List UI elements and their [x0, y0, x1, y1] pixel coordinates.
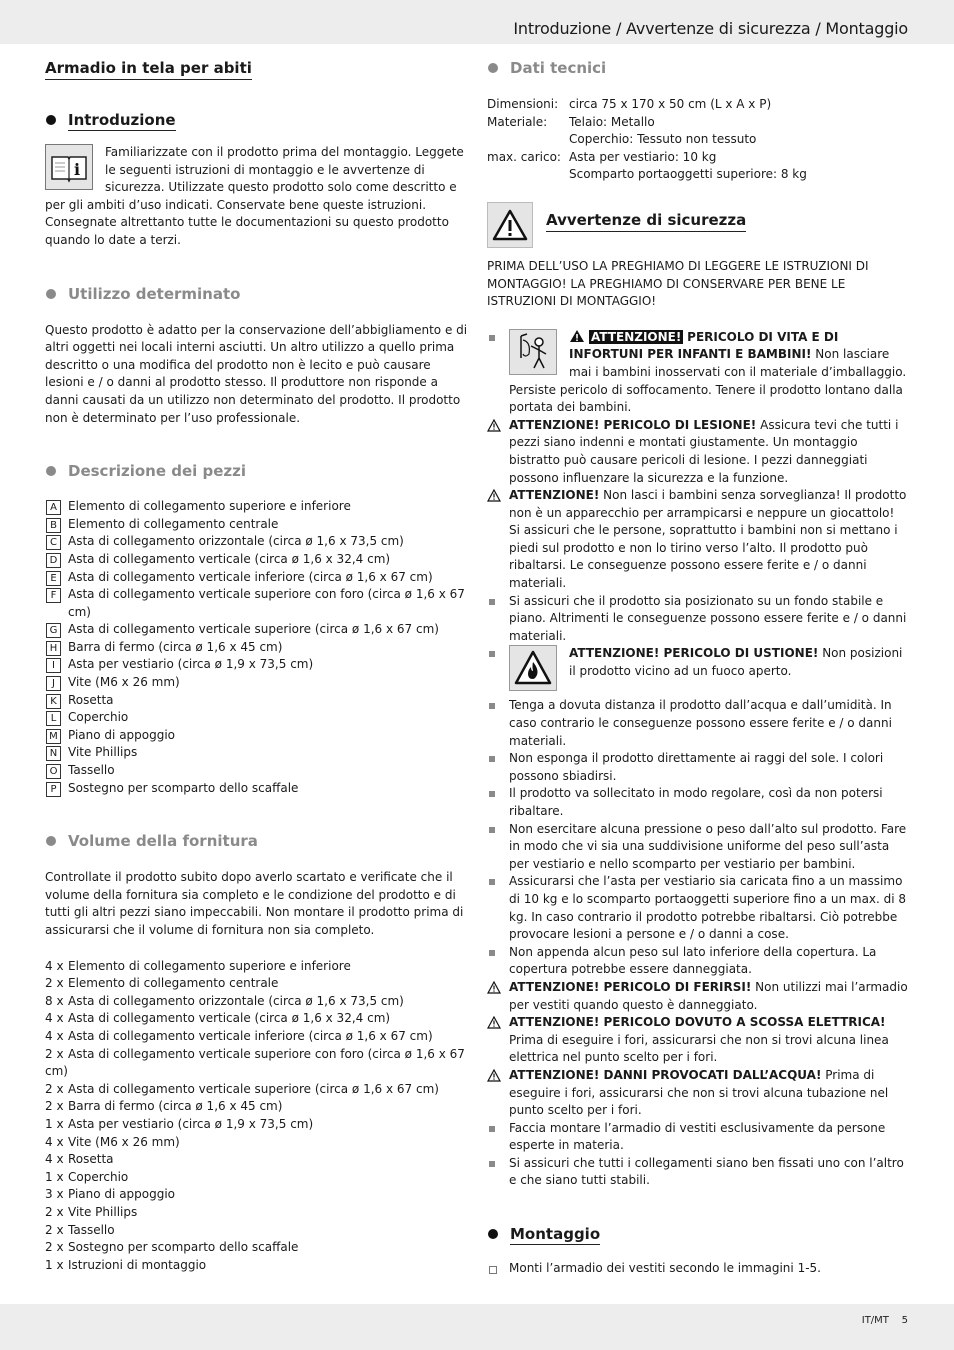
parts-list-item [45, 569, 469, 587]
delivery-list-item [45, 1098, 469, 1116]
intro-text: Familiarizzate con il prodotto prima del montaggio. Leggete le seguenti istruzioni di montaggio e le avvertenze di sicurezza. Utilizzate questo prodotto solo come descritto e per gli ambiti d’uso indicati. Conservate bene queste istruzioni. Consegnate altrettanto tutte le documentazioni su questo prodotto quando lo date a terzi. [45, 145, 464, 247]
delivery-quantity: 2 x [45, 1222, 64, 1237]
safety-item-water [487, 697, 909, 750]
part-letter-badge: A [46, 500, 61, 515]
safety-electric-text: Prima di eseguire i fori, assicurarsi che non si trovi alcuna linea elettrica nel punto scelto per i fori. [509, 1032, 889, 1065]
safety-injury-bold: ATTENZIONE! PERICOLO DI LESIONE! [509, 417, 757, 432]
book-info-icon [45, 144, 93, 190]
warning-small-icon [569, 329, 585, 343]
bullet-dot-icon [46, 289, 56, 299]
safety-damaged-bold: ATTENZIONE! PERICOLO DI FERIRSI! [509, 979, 752, 994]
safety-injury-text: Assicura tevi che tutti i pezzi siano indenni e montati giustamente. Un montaggio bistratto può causare pericoli di lesione. I pezzi danneggiati possono influenzare la sicurezza e la funzione. [509, 417, 899, 485]
delivery-text: Controllate il prodotto subito dopo averlo scartato e verificate che il volume della fornitura sia completo e le condizione del prodotto e di tutti gli altri pezzi siano impeccabili. Non montare il prodotto prima di assicurarsi che il volume di fornitura non sia completo. [45, 870, 464, 937]
delivery-description: Vite (M6 x 26 mm) [68, 1134, 180, 1149]
delivery-quantity: 8 x [45, 993, 64, 1008]
delivery-description: Asta per vestiario (circa ø 1,9 x 73,5 cm) [68, 1116, 314, 1131]
warning-triangle-icon [487, 1016, 501, 1035]
delivery-description: Asta di collegamento orizzontale (circa ø 1,6 x 73,5 cm) [68, 993, 404, 1008]
safety-item-children [487, 329, 909, 417]
part-letter-badge: I [46, 658, 61, 673]
delivery-heading [45, 831, 469, 851]
part-description: Sostegno per scomparto dello scaffale [68, 780, 299, 795]
delivery-quantity: 1 x [45, 1257, 64, 1272]
safety-item-experts [487, 1120, 909, 1155]
safety-item-stable-ground [487, 593, 909, 646]
footer-bar [0, 1304, 954, 1350]
safety-pressure-text: Non esercitare alcuna pressione o peso dall’alto sul prodotto. Fare in modo che vi sia una suddivisione uniforme del peso sull’asta per vestiario e nello scomparto per vestiario per bambini. [509, 821, 907, 871]
delivery-description: Istruzioni di montaggio [68, 1257, 207, 1272]
part-letter-badge: K [46, 694, 61, 709]
parts-list-item [45, 621, 469, 639]
safety-children-bold: PERICOLO DI VITA E DI INFORTUNI PER INFANTI E BAMBINI! [569, 329, 839, 362]
safety-cover-text: Non appenda alcun peso sul lato inferiore della copertura. La copertura potrebbe essere danneggiata. [509, 944, 877, 977]
part-letter-badge: B [46, 518, 61, 533]
bullet-dot-icon [46, 466, 56, 476]
tech-heading-text: Dati tecnici [510, 59, 607, 77]
bullet-dot-icon [488, 1229, 498, 1239]
delivery-quantity: 1 x [45, 1116, 64, 1131]
attention-label: ATTENZIONE! [591, 329, 682, 344]
parts-heading-text: Descrizione dei pezzi [68, 462, 247, 481]
document-title: Armadio in tela per abiti [45, 58, 252, 80]
safety-burn-text: Non posizioni il prodotto vicino ad un fuoco aperto. [569, 646, 903, 679]
delivery-list-item [45, 1239, 469, 1257]
safety-header [487, 202, 909, 248]
delivery-list-item [45, 1028, 469, 1046]
parts-list-item [45, 762, 469, 780]
parts-list [45, 498, 469, 797]
bullet-square-icon [489, 756, 495, 762]
delivery-description: Coperchio [68, 1169, 129, 1184]
spec-key: Materiale: [487, 114, 548, 129]
assembly-heading-text: Montaggio [510, 1225, 601, 1244]
part-letter-badge: C [46, 535, 61, 550]
delivery-list-item [45, 1204, 469, 1222]
part-letter-badge: H [46, 641, 61, 656]
delivery-description: Piano di appoggio [68, 1187, 176, 1202]
parts-list-item [45, 533, 469, 551]
bullet-square-icon [489, 950, 495, 956]
part-letter-badge: J [46, 676, 61, 691]
warning-triangle-icon [487, 1069, 501, 1088]
delivery-quantity: 4 x [45, 1028, 64, 1043]
parts-heading [45, 461, 469, 481]
delivery-quantity: 3 x [45, 1187, 64, 1202]
part-description: Piano di appoggio [68, 727, 176, 742]
warning-triangle-icon [487, 489, 501, 508]
part-letter-badge: N [46, 746, 61, 761]
delivery-quantity: 2 x [45, 976, 64, 991]
parts-list-item [45, 586, 469, 621]
parts-list-item [45, 656, 469, 674]
safety-heading: Avvertenze di sicurezza [546, 212, 746, 232]
assembly-heading [487, 1224, 909, 1244]
part-description: Elemento di collegamento centrale [68, 516, 279, 531]
child-hazard-icon [509, 329, 557, 375]
bullet-square-icon [489, 1126, 495, 1132]
warning-triangle-icon [487, 981, 501, 1000]
delivery-list-item [45, 1046, 469, 1081]
delivery-quantity: 1 x [45, 1169, 64, 1184]
delivery-description: Asta di collegamento verticale (circa ø 1,6 x 32,4 cm) [68, 1011, 391, 1026]
safety-item-supervision [487, 487, 909, 593]
spec-value: circa 75 x 170 x 50 cm (L x A x P) [569, 97, 772, 111]
part-description: Barra di fermo (circa ø 1,6 x 45 cm) [68, 639, 283, 654]
safety-item-load [487, 785, 909, 820]
part-letter-badge: G [46, 623, 61, 638]
bullet-dot-icon [488, 63, 498, 73]
spec-value: Coperchio: Tessuto non tessuto [569, 132, 757, 147]
delivery-description: Barra di fermo (circa ø 1,6 x 45 cm) [68, 1099, 283, 1114]
safety-damaged-text: Non utilizzi mai l’armadio per vestiti quando questo è danneggiato. [509, 979, 908, 1012]
fire-hazard-icon [509, 645, 557, 691]
delivery-list-item [45, 1151, 469, 1169]
safety-load-text: Il prodotto va sollecitato in modo regolare, così da non potersi ribaltare. [509, 786, 883, 818]
part-description: Tassello [68, 763, 115, 778]
delivery-description: Tassello [68, 1222, 115, 1237]
bullet-square-icon [489, 791, 495, 797]
delivery-quantity: 2 x [45, 1240, 64, 1255]
safety-experts-text: Faccia montare l’armadio di vestiti esclusivamente da persone esperte in materia. [509, 1120, 886, 1153]
page-header-title: Introduzione / Avvertenze di sicurezza / Montaggio [513, 19, 908, 38]
warning-triangle-icon [487, 202, 533, 248]
header-bar [0, 0, 954, 44]
intro-section [45, 144, 469, 250]
parts-list-item [45, 744, 469, 762]
delivery-quantity: 4 x [45, 958, 64, 973]
safety-max-load-text: Assicurarsi che l’asta per vestiario sia caricata fino a un massimo di 10 kg e lo scomparto portaoggetti superiore fino a un max. di 8 kg. In caso contrario il prodotto potrebbe ribaltarsi. Ciò potrebbe provocare lesioni a persone e / o danni a cose. [509, 874, 907, 942]
parts-list-item [45, 498, 469, 516]
left-column [45, 58, 469, 1274]
part-letter-badge: F [46, 588, 61, 603]
safety-item-burn [487, 645, 909, 693]
safety-item-pressure [487, 821, 909, 874]
delivery-list-item [45, 1010, 469, 1028]
safety-intro: PRIMA DELL’USO LA PREGHIAMO DI LEGGERE LE ISTRUZIONI DI MONTAGGIO! LA PREGHIAMO DI CONSERVARE PER BENE LE ISTRUZIONI DI MONTAGGIO! [487, 258, 869, 309]
bullet-square-icon [489, 1161, 495, 1167]
part-description: Rosetta [68, 692, 114, 707]
part-description: Asta di collegamento verticale superiore (circa ø 1,6 x 67 cm) [68, 622, 439, 637]
safety-supervision-text: Non lasci i bambini senza sorveglianza! Il prodotto non è un apparecchio per arrampicarsi e neppure un giocattolo! Si assicuri che le persone, soprattutto i bambini non si mettano i piedi sul prodotto e non lo tirino verso l’alto. Il prodotto può ribaltarsi. Le conseguenze possono essere ferite e / o danni materiali. [509, 488, 907, 591]
safety-water-text: Tenga a dovuta distanza il prodotto dall’acqua e dall’umidità. In caso contrario le conseguenze possono essere ferite e / o danni materiali. [509, 698, 892, 748]
delivery-list-item [45, 1116, 469, 1134]
usage-heading [45, 284, 469, 304]
part-letter-badge: L [46, 711, 61, 726]
parts-list-item [45, 674, 469, 692]
delivery-quantity: 2 x [45, 1099, 64, 1114]
parts-list-item [45, 692, 469, 710]
bullet-square-icon [489, 827, 495, 833]
delivery-quantity: 2 x [45, 1046, 64, 1061]
intro-heading [45, 110, 469, 130]
part-letter-badge: E [46, 571, 61, 586]
part-description: Asta di collegamento verticale (circa ø 1,6 x 32,4 cm) [68, 551, 391, 566]
spec-value: Asta per vestiario: 10 kg [569, 149, 717, 164]
delivery-list-item [45, 958, 469, 976]
parts-list-item [45, 551, 469, 569]
safety-supervision-bold: ATTENZIONE! [509, 488, 600, 503]
delivery-list-item [45, 1186, 469, 1204]
spec-key: max. carico: [487, 149, 561, 164]
delivery-description: Elemento di collegamento superiore e inferiore [68, 958, 351, 973]
parts-list-item [45, 709, 469, 727]
delivery-quantity: 2 x [45, 1081, 64, 1096]
safety-burn-bold: ATTENZIONE! PERICOLO DI USTIONE! [569, 646, 819, 661]
spec-value: Telaio: Metallo [569, 114, 655, 129]
safety-sun-text: Non esponga il prodotto direttamente ai raggi del sole. I colori possono sbiadirsi. [509, 751, 884, 783]
usage-text: Questo prodotto è adatto per la conservazione dell’abbigliamento e di altri oggetti nei locali interni asciutti. Un altro utilizzo a quello prima descritto o una modifica del prodotto non è lecito e può causare lesioni e / o danni al prodotto stesso. Il produttore non risponde a danni causati da un utilizzo non determinato del prodotto. Il prodotto non è determinato per l’uso professionale. [45, 322, 468, 425]
spec-value: Scomparto portaoggetti superiore: 8 kg [569, 167, 807, 182]
part-description: Asta di collegamento verticale superiore con foro (circa ø 1,6 x 67 cm) [68, 587, 465, 619]
part-description: Vite (M6 x 26 mm) [68, 675, 180, 690]
part-description: Elemento di collegamento superiore e inferiore [68, 499, 351, 514]
assembly-step [487, 1260, 909, 1278]
delivery-quantity: 4 x [45, 1134, 64, 1149]
part-letter-badge: P [46, 782, 61, 797]
part-description: Coperchio [68, 710, 129, 725]
safety-water-damage-text: Prima di eseguire i fori, assicurarsi che non si trovi alcuna tubazione nel punto scelto per i fori. [509, 1067, 889, 1118]
tech-heading [487, 58, 909, 78]
parts-list-item [45, 516, 469, 534]
bullet-square-icon [489, 703, 495, 709]
delivery-list-item [45, 1257, 469, 1275]
safety-connections-text: Si assicuri che tutti i collegamenti siano ben fissati uno con l’altro e che siano tutti stabili. [509, 1155, 904, 1188]
delivery-list-item [45, 1169, 469, 1187]
safety-item-injury [487, 417, 909, 487]
parts-list-item [45, 639, 469, 657]
intro-heading-text: Introduzione [68, 111, 176, 129]
warning-triangle-icon [487, 419, 501, 438]
delivery-description: Elemento di collegamento centrale [68, 976, 279, 991]
spec-key [487, 166, 569, 184]
safety-item-max-load [487, 873, 909, 943]
delivery-description: Asta di collegamento verticale inferiore (circa ø 1,6 x 67 cm) [68, 1028, 433, 1043]
part-letter-badge: D [46, 553, 61, 568]
part-description: Asta di collegamento verticale inferiore (circa ø 1,6 x 67 cm) [68, 569, 433, 584]
delivery-description: Rosetta [68, 1152, 114, 1167]
bullet-square-icon [489, 879, 495, 885]
delivery-list-item [45, 1081, 469, 1099]
checkbox-square-icon [489, 1266, 497, 1274]
part-letter-badge: M [46, 729, 61, 744]
delivery-description: Asta di collegamento verticale superiore con foro (circa ø 1,6 x 67 cm) [45, 1046, 465, 1079]
safety-water-damage-bold: ATTENZIONE! DANNI PROVOCATI DALL’ACQUA! [509, 1067, 822, 1082]
safety-item-cover [487, 944, 909, 979]
safety-item-damaged [487, 979, 909, 1014]
delivery-description: Vite Phillips [68, 1204, 138, 1219]
safety-item-sun [487, 750, 909, 785]
bullet-square-icon [489, 651, 495, 657]
part-description: Vite Phillips [68, 745, 138, 760]
part-letter-badge: O [46, 764, 61, 779]
delivery-list-item [45, 993, 469, 1011]
bullet-square-icon [489, 335, 495, 341]
delivery-quantity: 4 x [45, 1011, 64, 1026]
part-description: Asta di collegamento orizzontale (circa ø 1,6 x 73,5 cm) [68, 534, 404, 549]
delivery-list-item [45, 1222, 469, 1240]
delivery-list-item [45, 1134, 469, 1152]
parts-list-item [45, 727, 469, 745]
usage-heading-text: Utilizzo determinato [68, 284, 241, 303]
safety-children-text: Non lasciare mai i bambini inosservati con il materiale d’imballaggio. Persiste pericolo di soffocamento. Tenere il prodotto lontano dalla portata dei bambini. [509, 347, 907, 415]
delivery-heading-text: Volume della fornitura [68, 832, 258, 851]
tech-specs-table [487, 96, 909, 184]
assembly-step-text: Monti l’armadio dei vestiti secondo le immagini 1-5. [509, 1261, 821, 1276]
svg-text:i: i [74, 160, 81, 179]
bullet-dot-icon [46, 115, 56, 125]
bullet-dot-icon [46, 836, 56, 846]
delivery-quantity: 4 x [45, 1152, 64, 1167]
safety-item-water-damage [487, 1067, 909, 1120]
bullet-square-icon [489, 599, 495, 605]
delivery-list-item [45, 975, 469, 993]
safety-item-connections [487, 1155, 909, 1190]
safety-item-electric [487, 1014, 909, 1067]
part-description: Asta per vestiario (circa ø 1,9 x 73,5 cm) [68, 657, 314, 672]
delivery-description: Sostegno per scomparto dello scaffale [68, 1240, 299, 1255]
delivery-description: Asta di collegamento verticale superiore (circa ø 1,6 x 67 cm) [68, 1081, 439, 1096]
right-column [487, 58, 909, 1278]
delivery-list [45, 958, 469, 1275]
safety-stable-text: Si assicuri che il prodotto sia posizionato su un fondo stabile e piano. Altrimenti le conseguenze possono essere ferite e / o danni materiali. [509, 593, 907, 643]
page-number: IT/MT 5 [861, 1315, 908, 1326]
delivery-quantity: 2 x [45, 1204, 64, 1219]
safety-electric-bold: ATTENZIONE! PERICOLO DOVUTO A SCOSSA ELETTRICA! [509, 1015, 886, 1030]
spec-key [487, 131, 569, 149]
spec-key: Dimensioni: [487, 97, 559, 111]
parts-list-item [45, 780, 469, 798]
